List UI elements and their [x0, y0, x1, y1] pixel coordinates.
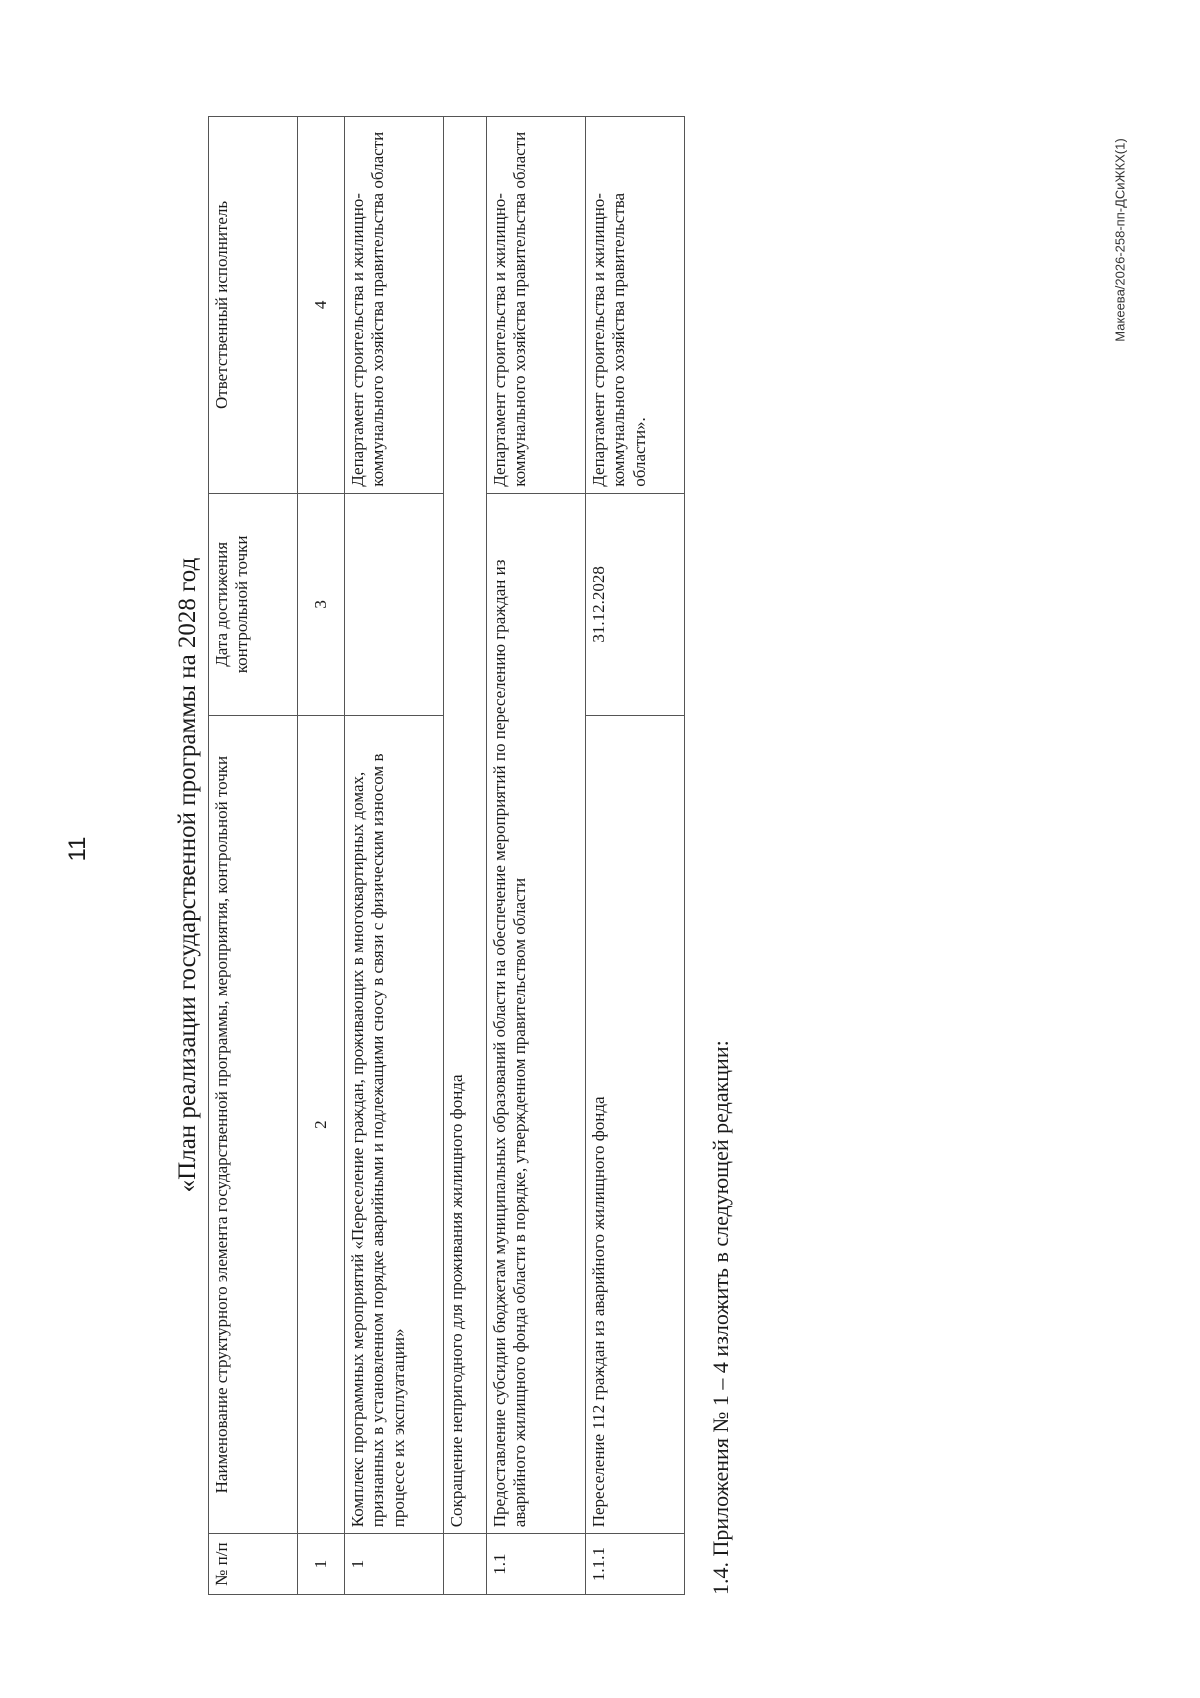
table-header-row: [209, 117, 298, 1595]
header-date: Дата достижения контрольной точки: [209, 493, 298, 715]
header-name: Наименование структурного элемента государственной программы, мероприятия, контрольной точки: [209, 715, 298, 1533]
row-num: 1: [345, 1534, 444, 1595]
column-number-row: [298, 117, 345, 1595]
header-num: № п/п: [209, 1534, 298, 1595]
row-date: [345, 493, 444, 715]
row-date: 31.12.2028: [586, 493, 685, 715]
row-num: [444, 1534, 487, 1595]
amendment-note: 1.4. Приложения № 1 – 4 изложить в следующей редакции:: [708, 1040, 733, 1595]
col-number: 1: [298, 1534, 345, 1595]
row-executor: Департамент строительства и жилищно-коммунального хозяйства правительства области: [487, 117, 586, 494]
table-row: [586, 117, 685, 1595]
row-executor: Департамент строительства и жилищно-коммунального хозяйства правительства области».: [586, 117, 685, 494]
table-row: [487, 117, 586, 1595]
row-executor: Департамент строительства и жилищно-коммунального хозяйства правительства области: [345, 117, 444, 494]
row-name: Сокращение непригодного для проживания жилищного фонда: [444, 117, 487, 1534]
rotated-content: [168, 105, 758, 1645]
col-number: 2: [298, 715, 345, 1533]
row-name: Переселение 112 граждан из аварийного жилищного фонда: [586, 715, 685, 1533]
table-row: [444, 117, 487, 1595]
row-name: Предоставление субсидии бюджетам муниципальных образований области на обеспечение мероприятий по переселению граждан из аварийного жилищного фонда области в порядке, утвержденном правительством области: [487, 493, 586, 1534]
header-executor: Ответственный исполнитель: [209, 117, 298, 494]
page-number: 11: [64, 836, 91, 862]
document-code: Макеева/2026-258-пп-ДСиЖКХ(1): [1112, 138, 1128, 342]
col-number: 4: [298, 117, 345, 494]
row-num: 1.1: [487, 1534, 586, 1595]
row-num: 1.1.1: [586, 1534, 685, 1595]
col-number: 3: [298, 493, 345, 715]
plan-table: [208, 116, 685, 1595]
plan-title: «План реализации государственной программы на 2028 год: [174, 557, 201, 1193]
row-name: Комплекс программных мероприятий «Переселение граждан, проживающих в многоквартирных домах, признанных в установленном порядке аварийными и подлежащими сносу в связи с физическим износом в процессе их эксплуатации»: [345, 715, 444, 1533]
table-row: [345, 117, 444, 1595]
